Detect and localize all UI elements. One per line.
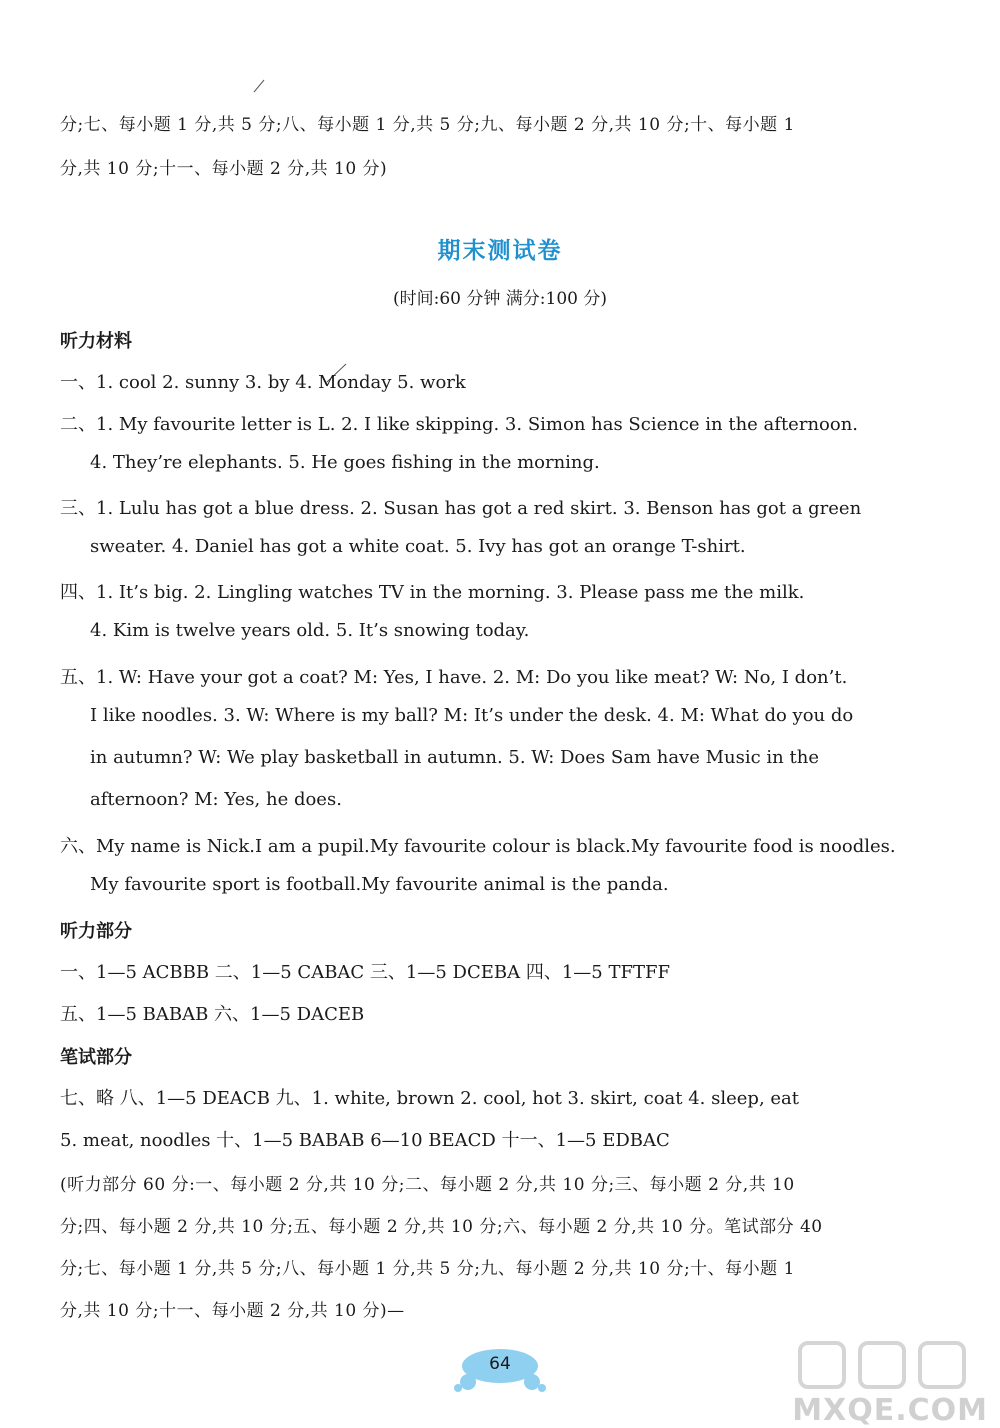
answer-line: 七、略 八、1—5 DEACB 九、1. white, brown 2. cool, hot 3. skirt, coat 4. sleep, eat: [60, 1088, 800, 1109]
pen-mark: [252, 78, 266, 94]
watermark-text: MXQE.COM: [792, 1393, 988, 1428]
page-title: 期末测试卷: [437, 238, 563, 264]
page-number: 64: [489, 1354, 511, 1374]
score-note-line: 分,共 10 分;十一、每小题 2 分,共 10 分): [60, 159, 388, 179]
score-note-line: 分;七、每小题 1 分,共 5 分;八、每小题 1 分,共 5 分;九、每小题 2 分,共 10 分;十、每小题 1: [60, 1259, 795, 1279]
material-line: I like noodles. 3. W: Where is my ball? M: It’s under the desk. 4. M: What do you do: [90, 705, 854, 726]
exam-info: (时间:60 分钟 满分:100 分): [392, 289, 607, 309]
material-line: My favourite sport is football.My favourite animal is the panda.: [90, 874, 669, 895]
answer-line: 一、1—5 ACBBB 二、1—5 CABAC 三、1—5 DCEBA 四、1—5 TFTFF: [60, 962, 670, 983]
material-line: afternoon? M: Yes, he does.: [90, 789, 342, 810]
material-line: 一、1. cool 2. sunny 3. by 4. Monday 5. work: [60, 372, 466, 393]
section-heading-listening-part: 听力部分: [60, 921, 132, 942]
material-line: in autumn? W: We play basketball in autumn. 5. W: Does Sam have Music in the: [90, 747, 819, 768]
answer-line: 五、1—5 BABAB 六、1—5 DACEB: [60, 1004, 365, 1025]
answer-line: 5. meat, noodles 十、1—5 BABAB 6—10 BEACD 十一、1—5 EDBAC: [60, 1130, 670, 1151]
material-line: 二、1. My favourite letter is L. 2. I like skipping. 3. Simon has Science in the afternoon.: [60, 414, 859, 435]
material-line: 4. Kim is twelve years old. 5. It’s snowing today.: [90, 620, 530, 641]
material-line: sweater. 4. Daniel has got a white coat. 5. Ivy has got an orange T-shirt.: [90, 536, 746, 557]
material-line: 六、My name is Nick.I am a pupil.My favourite colour is black.My favourite food is noodles.: [60, 836, 896, 857]
material-line: 4. They’re elephants. 5. He goes fishing in the morning.: [90, 452, 600, 473]
watermark-logo-icon: [760, 1335, 1000, 1395]
material-line: 四、1. It’s big. 2. Lingling watches TV in the morning. 3. Please pass me the milk.: [60, 582, 805, 603]
score-note-line: 分;四、每小题 2 分,共 10 分;五、每小题 2 分,共 10 分;六、每小题 2 分,共 10 分。笔试部分 40: [60, 1217, 823, 1237]
score-note-line: 分,共 10 分;十一、每小题 2 分,共 10 分)—: [60, 1301, 405, 1321]
section-heading-listening-material: 听力材料: [60, 331, 132, 352]
watermark: [760, 1335, 1000, 1428]
page-number-badge: [440, 1342, 560, 1402]
material-line: 三、1. Lulu has got a blue dress. 2. Susan has got a red skirt. 3. Benson has got a green: [60, 498, 862, 519]
section-heading-written-part: 笔试部分: [60, 1047, 132, 1068]
score-note-line: 分;七、每小题 1 分,共 5 分;八、每小题 1 分,共 5 分;九、每小题 2 分,共 10 分;十、每小题 1: [60, 115, 795, 135]
score-note-line: (听力部分 60 分:一、每小题 2 分,共 10 分;二、每小题 2 分,共 10 分;三、每小题 2 分,共 10: [60, 1175, 795, 1195]
material-line: 五、1. W: Have your got a coat? M: Yes, I have. 2. M: Do you like meat? W: No, I don’t.: [60, 667, 848, 688]
